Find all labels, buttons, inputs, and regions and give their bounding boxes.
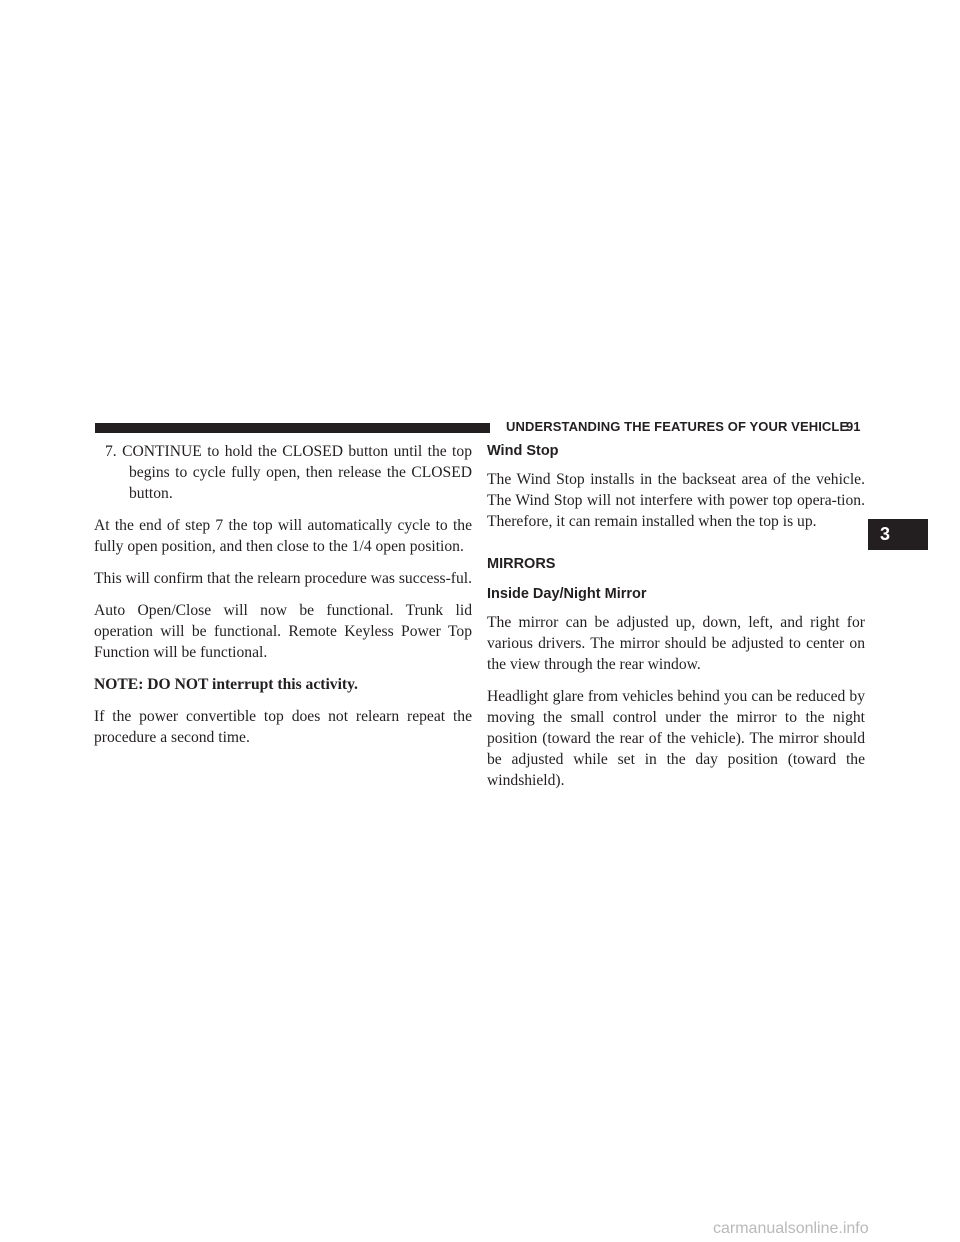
- right-column: [487, 441, 865, 802]
- page-number: 91: [846, 419, 861, 434]
- paragraph: Headlight glare from vehicles behind you can be reduced by moving the small control under the mirror to the night position (toward the rear of the vehicle). The mirror should be adjusted while set in the day position (toward the windshield).: [487, 688, 865, 789]
- paragraph: If the power convertible top does not relearn repeat the procedure a second time.: [94, 708, 472, 746]
- note: NOTE: DO NOT interrupt this activity.: [94, 676, 358, 693]
- paragraph: Auto Open/Close will now be functional. Trunk lid operation will be functional. Remote Keyless Power Top Function will be functional.: [94, 602, 472, 661]
- paragraph: This will confirm that the relearn procedure was success-ful.: [94, 570, 473, 587]
- chapter-number: 3: [880, 524, 891, 544]
- paragraph: At the end of step 7 the top will automatically cycle to the fully open position, and then close to the 1/4 open position.: [94, 517, 472, 555]
- left-column: [94, 441, 472, 759]
- inside-mirror-heading: Inside Day/Night Mirror: [487, 586, 647, 602]
- section-title: UNDERSTANDING THE FEATURES OF YOUR VEHICLE: [506, 419, 849, 434]
- step-7: 7. CONTINUE to hold the CLOSED button until the top begins to cycle fully open, then release the CLOSED button.: [105, 443, 472, 502]
- paragraph: The mirror can be adjusted up, down, left, and right for various drivers. The mirror should be adjusted to center on the view through the rear window.: [487, 614, 865, 673]
- header-bar: [95, 423, 490, 433]
- chapter-tab: [868, 519, 928, 550]
- wind-stop-heading: Wind Stop: [487, 443, 559, 459]
- mirrors-heading: MIRRORS: [487, 556, 556, 572]
- watermark: carmanualsonline.info: [713, 1220, 869, 1237]
- paragraph: The Wind Stop installs in the backseat area of the vehicle. The Wind Stop will not interfere with power top opera-tion. Therefore, it can remain installed when the top is up.: [487, 471, 865, 530]
